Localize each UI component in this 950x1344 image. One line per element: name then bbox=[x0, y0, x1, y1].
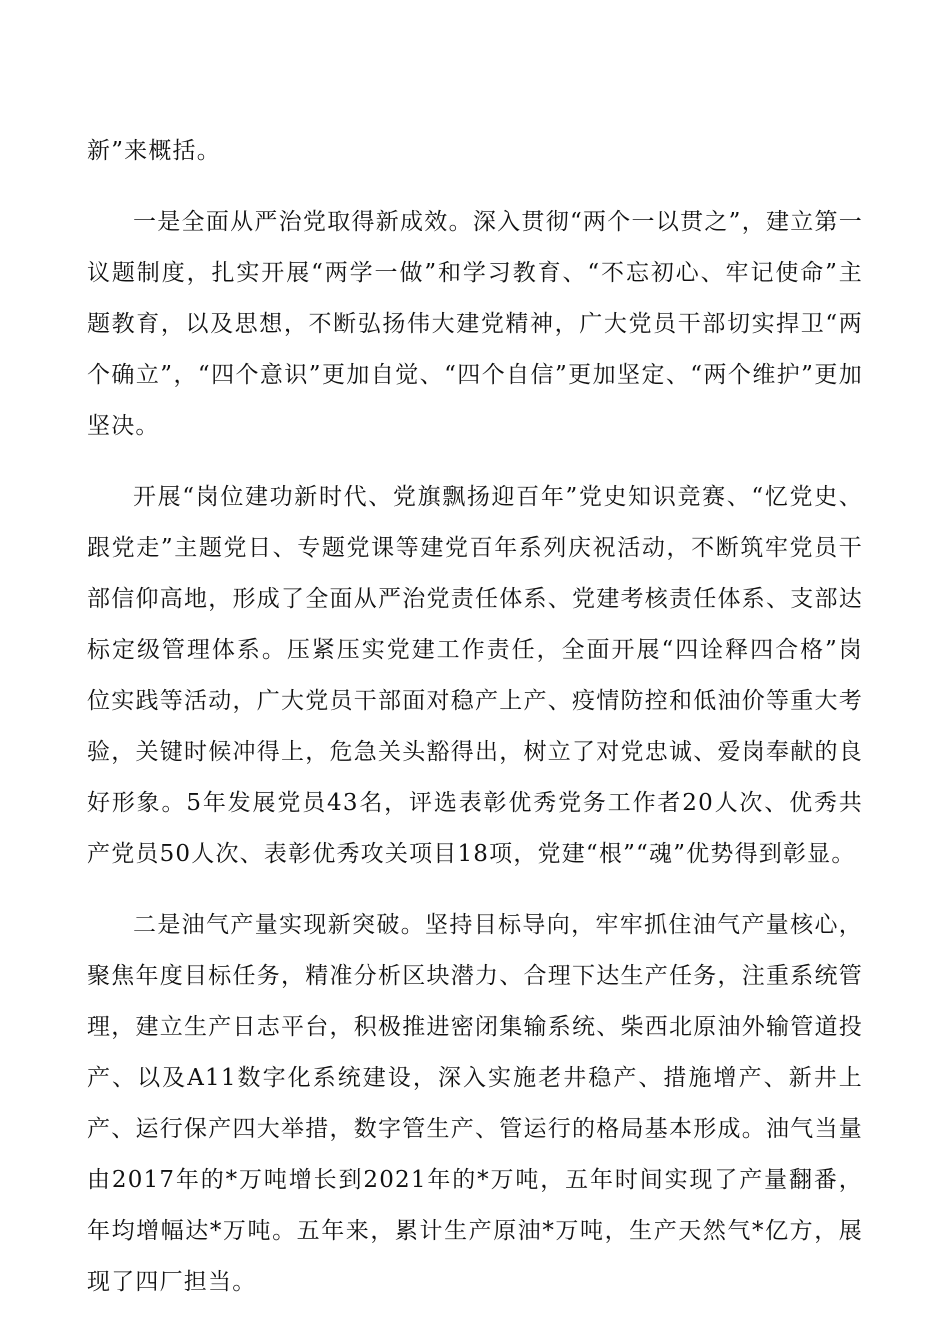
paragraph-continuation: 新”来概括。 bbox=[87, 138, 221, 164]
document-body bbox=[87, 126, 863, 1308]
paragraph-party-activities: 开展“岗位建功新时代、党旗飘扬迎百年”党史知识竞赛、“忆党史、跟党走”主题党日、专题党课等建党百年系列庆祝活动，不断筑牢党员干部信仰高地，形成了全面从严治党责任体系、党建考核责任体系、支部达标定级管理体系。压紧压实党建工作责任，全面开展“四诠释四合格”岗位实践等活动，广大党员干部面对稳产上产、疫情防控和低油价等重大考验，关键时候冲得上，危急关头豁得出，树立了对党忠诚、爱岗奉献的良好形象。5年发展党员43名，评选表彰优秀党务工作者20人次、优秀共产党员50人次、表彰优秀攻关项目18项，党建“根”“魂”优势得到彰显。 bbox=[87, 484, 863, 867]
paragraph-oil-gas-production: 二是油气产量实现新突破。坚持目标导向，牢牢抓住油气产量核心，聚焦年度目标任务，精准分析区块潜力、合理下达生产任务，注重系统管理，建立生产日志平台，积极推进密闭集输系统、柴西北原油外输管道投产、以及A11数字化系统建设，深入实施老井稳产、措施增产、新井上产、运行保产四大举措，数字管生产、管运行的格局基本形成。油气当量由2017年的*万吨增长到2021年的*万吨，五年时间实现了产量翻番，年均增幅达*万吨。五年来，累计生产原油*万吨，生产天然气*亿方，展现了四厂担当。 bbox=[87, 912, 863, 1295]
paragraph-party-governance: 一是全面从严治党取得新成效。深入贯彻“两个一以贯之”，建立第一议题制度，扎实开展“两学一做”和学习教育、“不忘初心、牢记使命”主题教育，以及思想，不断弘扬伟大建党精神，广大党员干部切实捍卫“两个确立”，“四个意识”更加自觉、“四个自信”更加坚定、“两个维护”更加坚决。 bbox=[87, 209, 863, 439]
